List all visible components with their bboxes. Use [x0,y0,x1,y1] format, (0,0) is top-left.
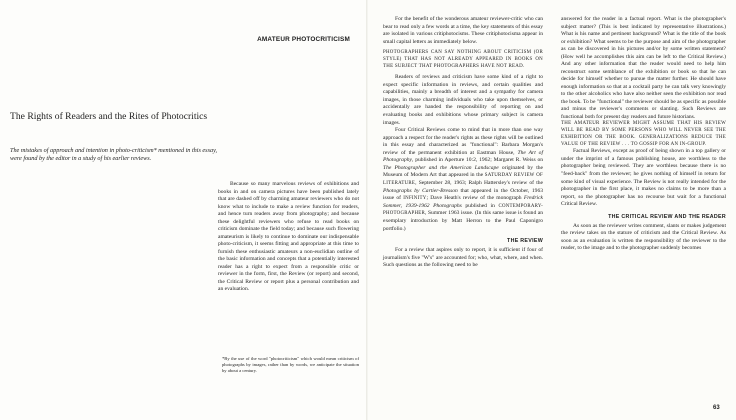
paragraph-five-ws: For a review that aspires only to report, it is sufficient if four of journalism's five "W's" are accounted for; who, what, where, and when. Such questions as the following need to be [383,247,543,269]
footnote: *By the use of the word "photocriticism" which would mean criticism of photographs by images, rather than by words, we anticipate the situation by about a century. [222,356,359,373]
paragraph-factual-report: answered for the reader in a factual report. What is the photographer's subject matter? (This is best indicated by representative illustrations.) What is his name and pertinent background? What is the title of the book or exhibition? What seems to be the purpose and aim of the photographer as can be discovered in his pictures and/or by some written statement? (How well he accomplishes this aim can be left to the Critical Review.) And any other information that the reader would need to help him reconstruct some semblance of the exhibition or book so that he can decide for himself whether to pursue the matter further. He should have enough information so that at a cocktail party he can talk very knowingly to the other alcoholics who have also neither seen the exhibition nor read the book. To be "functional" the reviewer should be as specific as possible and minus the reviewer's comments or slanting. Such Reviews are functional both for present day readers and future historians. [561,16,726,120]
subhead-critical-review: THE CRITICAL REVIEW AND THE READER [608,213,726,220]
opening-paragraph: Because so many marvelous reviews of exhibitions and books in and on camera pictures have been published lately that are dashed off by charming amateur reviewers who do not know what to include to make a review function for readers, and hence turn readers away from photography; and because these delightful reviewers who refuse to read books on criticism dominate the field today; and because such flowering amateurism is likely to continue to dominate our indispensable photo-criticism, it seems fitting and appropriate at this time to furnish these enthusiastic amateurs a non-euclidian outline of the basic information and concepts that a potentially interested reader has a right to expect from a responsible critic or reviewer in the form, first, the Review (or report) and second, the Critical Review or report plus a personal contribution and an evaluation. [218,181,359,293]
editor-intro: The mistakes of approach and intention in photo-criticism* mentioned in this essay, were found by the editor in a study of his earlier reviews. [10,147,218,163]
paragraph-critical-review: As soon as the reviewer writes comment, slants or makes judgement the review takes on the stature of criticism and the Critical Review. As soon as an evaluation is written the responsibility of the reviewer to the reader, to the image and to the photographer suddenly becomes [561,222,726,252]
right-column [561,16,726,253]
paragraph-four-reviews: Four Critical Reviews come to mind that in more than one way approach a respect for the reader's rights as these rights will be outlined in this essay and characterized as "functional": Barbara Morgan's review of the permanent exhibition at Eastman House, The Art of Photography, published in Aperture 10:2, 1962; Margaret R. Weiss on The Photographer and the American Landscape originated by the Museum of Modern Art that appeared in the SATURDAY REVIEW OF LITERATURE, September 28, 1963; Ralph Hattersley's review of the Photographs by Cartier-Bresson that appeared in the October, 1963 issue of INFINITY; Dave Heath's review of the monograph Fredrick Sommer, 1939-1962 Photographs published in CONTEMPORARY-PHOTOGRAPHER, Summer 1963 issue. (In this same issue is found an exemplary introduction by Matt Herron to the Paul Caponigro portfolio.) [383,127,544,232]
running-head: AMATEUR PHOTOCRITICISM [257,36,350,43]
subhead-the-review: THE REVIEW [507,238,543,245]
critiphotocism-2: THE AMATEUR REVIEWER MIGHT ASSUME THAT HIS REVIEW WILL BE READ BY SOME PERSONS WHO WILL NEVER SEE THE EXHIBITION OR THE BOOK. GENERALIZATIONS REDUCE THE VALUE OF THE REVIEW . . . TO GOSSIP FOR AN IN-GROUP. [561,121,726,147]
critiphotocism-1: PHOTOGRAPHERS CAN SAY NOTHING ABOUT CRITICISM (OR STYLE) THAT HAS NOT ALREADY APPEARED IN BOOKS ON THE SUBJECT THAT PHOTOGRAPHERS HAVE NOT READ. [383,50,543,69]
middle-column [383,16,543,270]
paragraph-reader-rights: Readers of reviews and criticism have some kind of a right to expect specific information in reviews, and certain qualities and capabilities, mainly a breadth of interest and a sympathy for camera images, in those charming individuals who take upon themselves, or accidentally are handed the responsibility of reporting on and evaluating books and exhibitions whose primary subject is camera images. [383,74,543,126]
opening-paragraph-column [218,181,359,294]
paragraph-critiphotocism-intro: For the benefit of the wonderous amateur reviewer-critic who can bear to read only a few words at a time, the key statements of this essay are isolated in various critiphotocisms. These critiphotocisma appear in small capital letters as immediately below. [383,16,543,45]
paragraph-factual-reviews: Factual Reviews, except as proof of being shown in a top gallery or under the imprint of a famous publishing house, are worthless to the photographer being reviewed. They are worthless because there is no "feed-back" from the reviewer; he gives nothing of himself in return for some kind of visual experience. The Review is not really intended for the photographer in the first place, it makes no claims to be more than a report, so the photographer has no recourse but wait for a functional Critical Review. [561,148,726,208]
page-number: 63 [713,405,720,411]
article-title: The Rights of Readers and the Rites of Photocritics [10,111,208,122]
right-page [368,0,736,420]
